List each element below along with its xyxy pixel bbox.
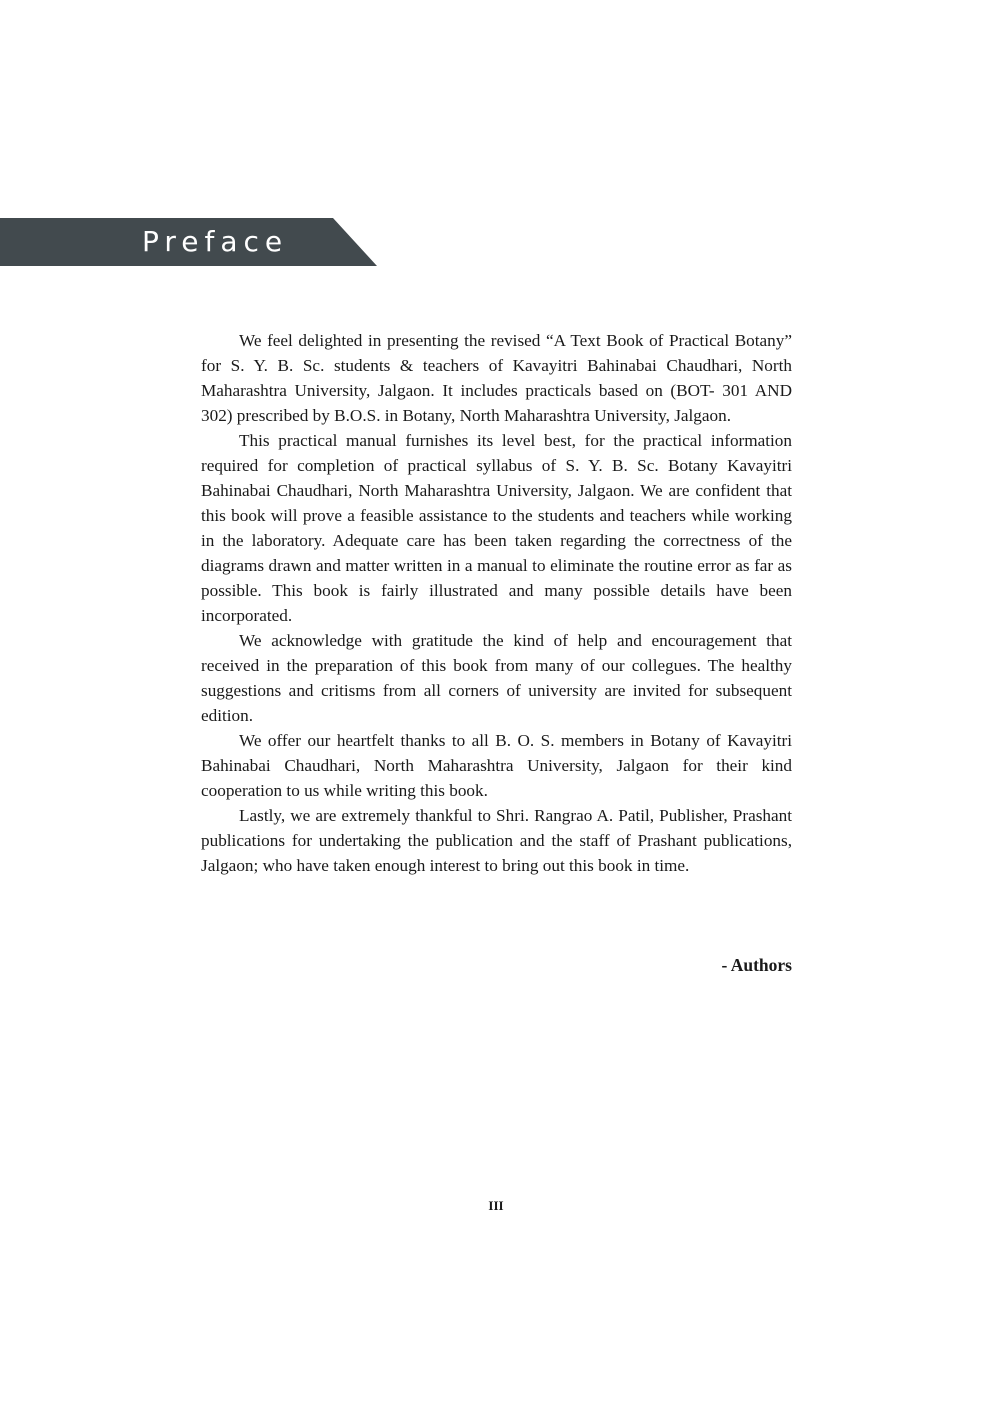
page-number: III	[488, 1198, 504, 1213]
preface-body	[201, 328, 792, 878]
paragraph-publisher-thanks: Lastly, we are extremely thankful to Shri. Rangrao A. Patil, Publisher, Prashant publications for undertaking the publication and the staff of Prashant publications, Jalgaon; who have taken enough interest to bring out this book in time.	[201, 806, 792, 875]
page-title: Preface	[142, 225, 289, 258]
paragraph-bos-thanks: We offer our heartfelt thanks to all B. O. S. members in Botany of Kavayitri Bahinabai Chaudhari, North Maharashtra University, Jalgaon for their kind cooperation to us while writing this book.	[201, 731, 792, 800]
paragraph-manual-description: This practical manual furnishes its level best, for the practical information required for completion of practical syllabus of S. Y. B. Sc. Botany Kavayitri Bahinabai Chaudhari, North Maharashtra University, Jalgaon. We are confident that this book will prove a feasible assistance to the students and teachers while working in the laboratory. Adequate care has been taken regarding the correctness of the diagrams drawn and matter written in a manual to eliminate the routine error as far as possible. This book is fairly illustrated and many possible details have been incorporated.	[201, 431, 792, 625]
paragraph-acknowledgement: We acknowledge with gratitude the kind of help and encouragement that received in the preparation of this book from many of our collegues. The healthy suggestions and critisms from all corners of university are invited for subsequent edition.	[201, 631, 792, 725]
authors-signature: - Authors	[721, 955, 792, 975]
paragraph-introduction: We feel delighted in presenting the revised “A Text Book of Practical Botany” for S. Y. B. Sc. students & teachers of Kavayitri Bahinabai Chaudhari, North Maharashtra University, Jalgaon. It includes practicals based on (BOT- 301 AND 302) prescribed by B.O.S. in Botany, North Maharashtra University, Jalgaon.	[201, 331, 792, 425]
